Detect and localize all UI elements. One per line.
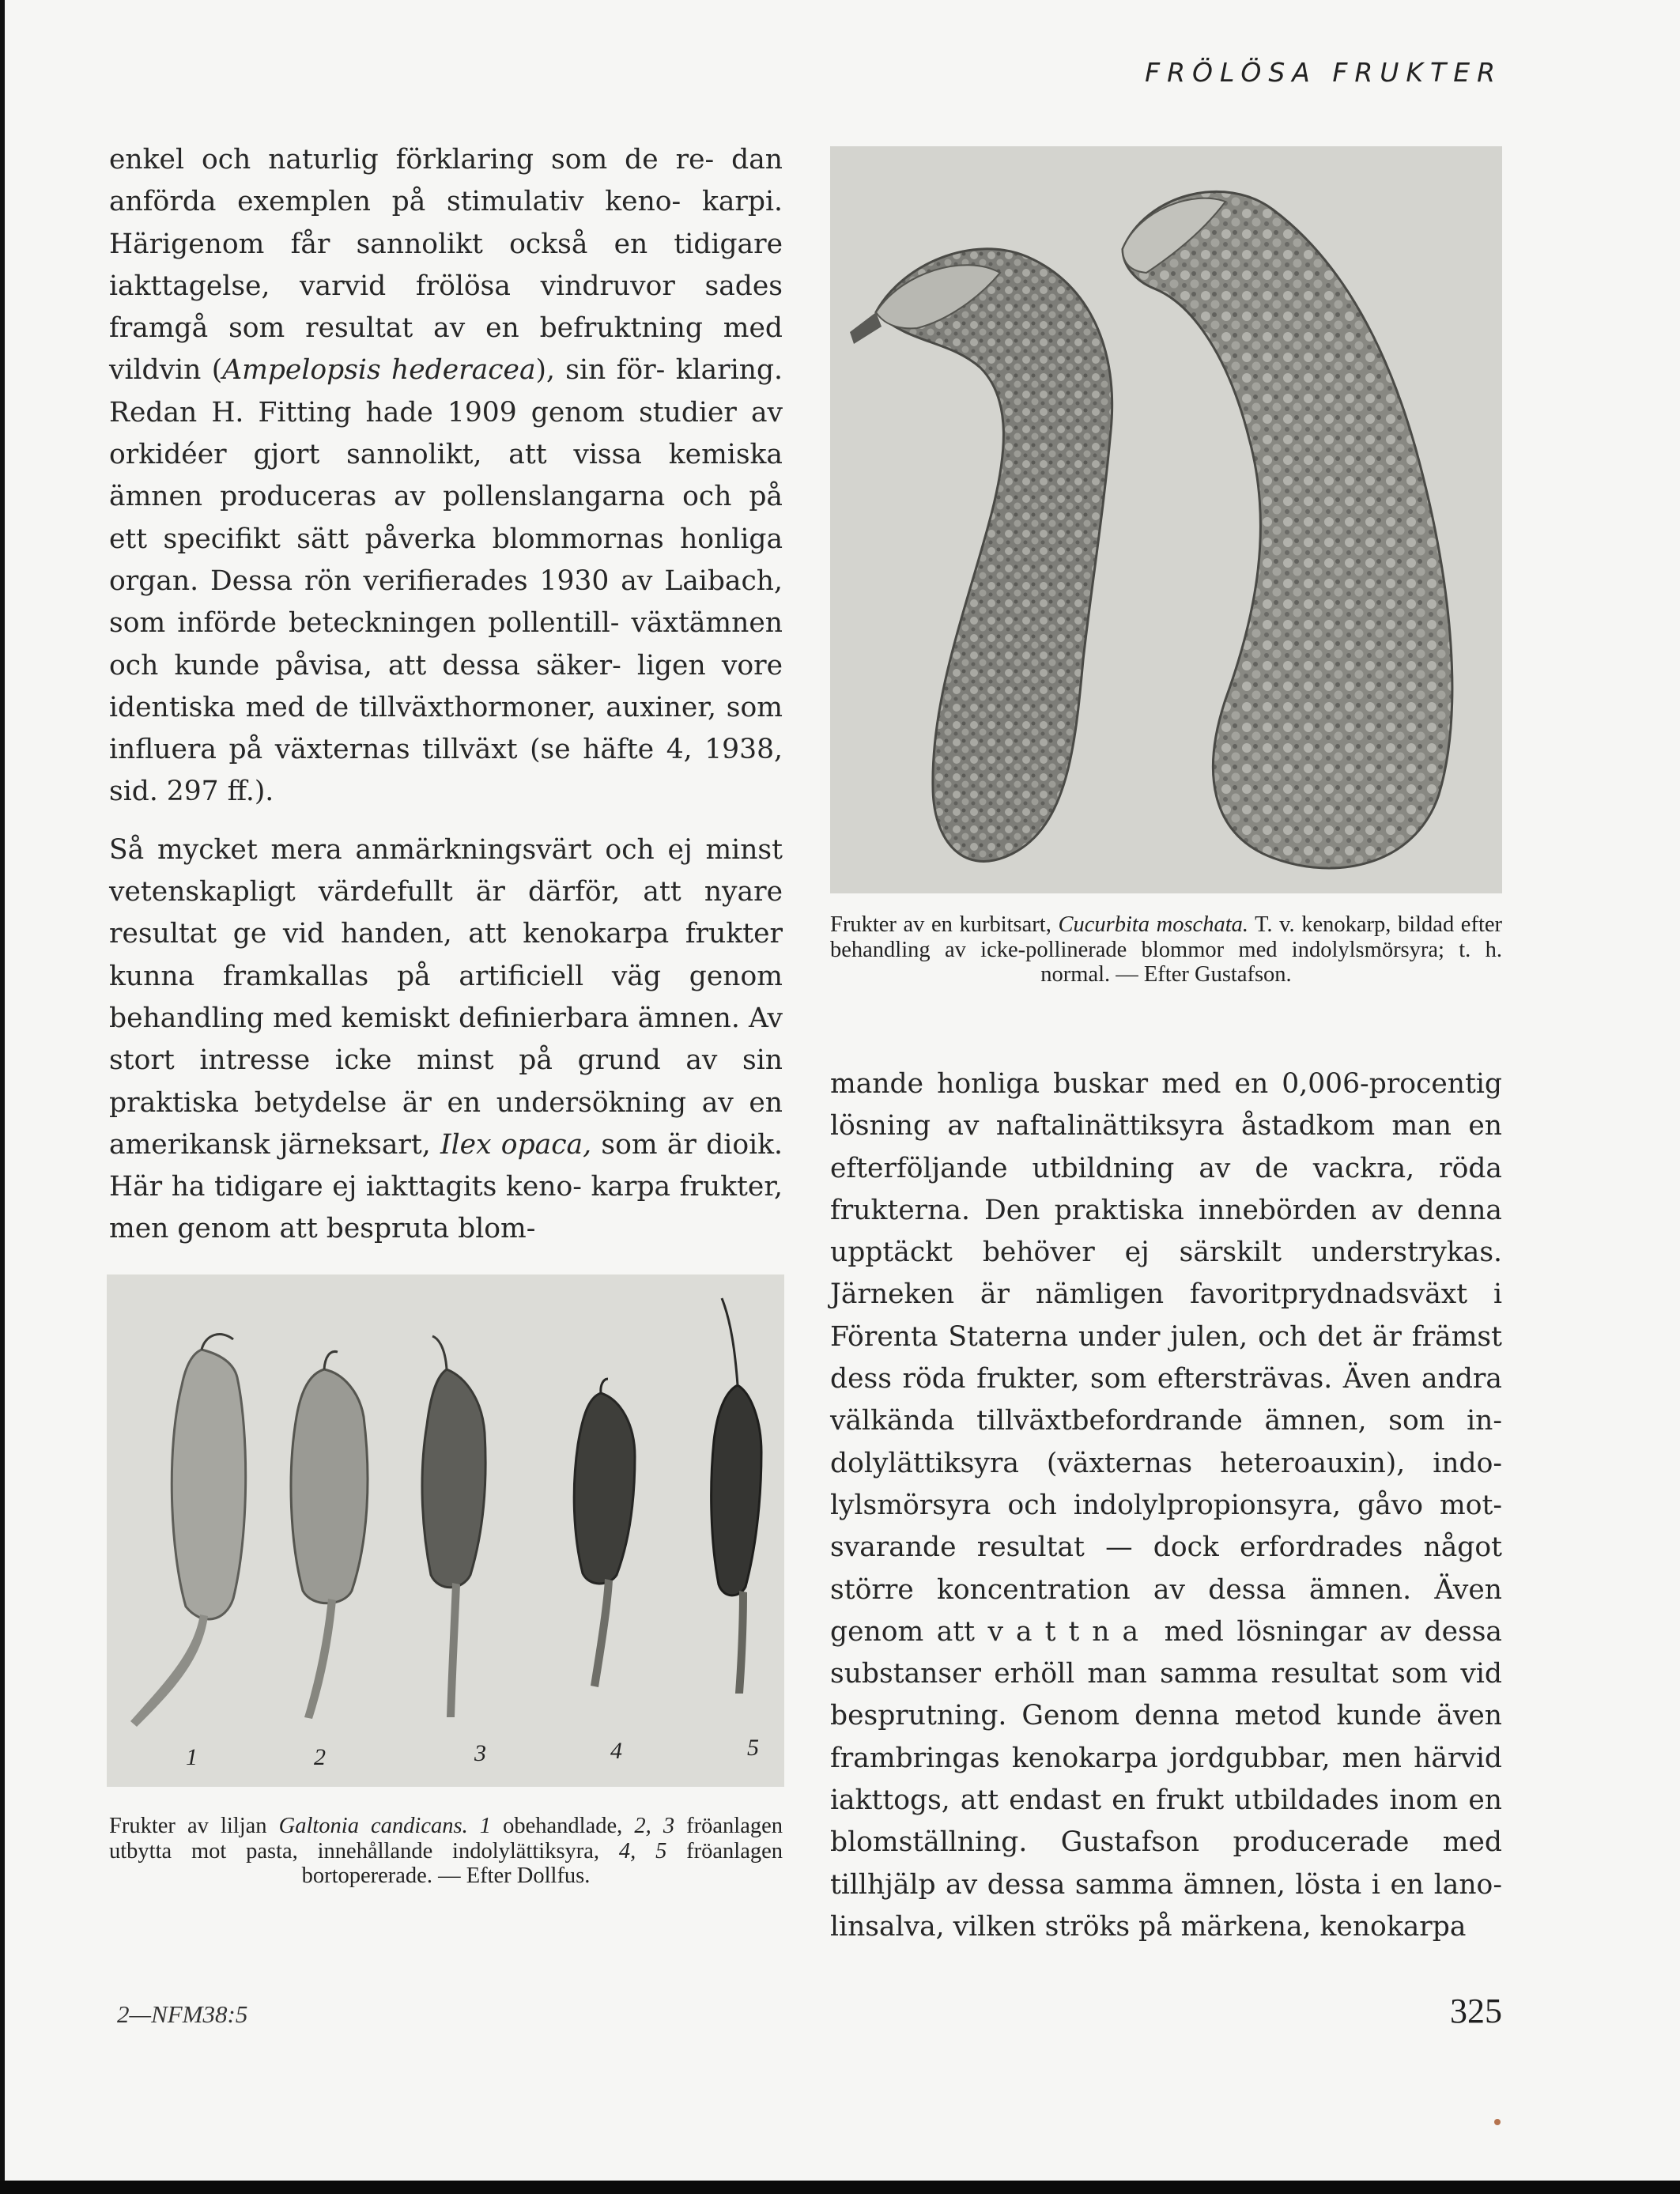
text-line: upptäckt behöver ej särskilt understrykas. bbox=[830, 1237, 1502, 1269]
text-line: och på ett specifikt sätt påverka blommornas bbox=[109, 481, 783, 555]
text-line: häfte 4, 1938, sid. 297 ff.). bbox=[109, 734, 783, 808]
text-line: med vildvin ( bbox=[109, 312, 783, 387]
text-line: studier av orkidéer gjort sannolikt, att vissa bbox=[109, 396, 783, 471]
lily-caption bbox=[109, 1814, 783, 1889]
left-column bbox=[109, 139, 783, 1251]
ink-spot bbox=[1494, 2119, 1501, 2125]
text-line: frukterna. Den praktiska innebörden av denna bbox=[830, 1194, 1502, 1226]
text-line: ämnen. Av stort intresse icke minst på grund bbox=[109, 1002, 783, 1077]
fruit-label: 4 bbox=[610, 1738, 622, 1764]
text-line: av sin praktiska betydelse är en undersökning bbox=[109, 1044, 783, 1119]
lily-illustration bbox=[107, 1274, 784, 1787]
paragraph-3 bbox=[830, 1063, 1502, 1948]
text-line: dan anförda exemplen på stimulativ keno- bbox=[109, 144, 783, 218]
fruit-label: 1 bbox=[186, 1744, 198, 1770]
text-line: en blomställning. Gustafson producerade med bbox=[830, 1784, 1502, 1859]
lily-fruits-photo bbox=[107, 1274, 784, 1787]
text-line: sades framgå som resultat av en befruktning bbox=[109, 270, 783, 345]
gourd-illustration bbox=[830, 146, 1502, 893]
caption-text: obehandlade, bbox=[491, 1814, 635, 1838]
caption-text: Frukter av liljan bbox=[109, 1814, 279, 1838]
text-line: lylsmörsyra och indolylpropionsyra, gåvo mot- bbox=[830, 1489, 1502, 1521]
text-line: enkel och naturlig förklaring som de re- bbox=[109, 144, 715, 176]
text-line: klaring. Redan H. Fitting hade 1909 genom bbox=[109, 354, 783, 429]
scan-bottom-edge bbox=[0, 2181, 1680, 2194]
text-line: mande honliga buskar med en 0,006-procentig bbox=[830, 1068, 1502, 1100]
text-line: frukter kunna framkallas på artificiell väg bbox=[109, 918, 783, 992]
text-line: av en amerikansk järneksart, bbox=[109, 1086, 783, 1161]
text-line: Laibach, som införde beteckningen pollentill- bbox=[109, 565, 783, 640]
scan-edge bbox=[0, 0, 5, 2181]
caption-number: 1 bbox=[479, 1814, 492, 1838]
caption-number: 4, 5 bbox=[618, 1838, 667, 1864]
text-line: genom behandling med kemiskt definierbara bbox=[109, 960, 783, 1034]
text-line: svarande resultat — dock erfordrades något bbox=[830, 1531, 1502, 1564]
caption-text bbox=[468, 1814, 480, 1838]
gourd-photo bbox=[830, 146, 1502, 893]
text-line: substanser erhöll man samma resultat som vid bbox=[830, 1658, 1502, 1690]
text-line: Förenta Staterna under julen, och det är främst bbox=[830, 1320, 1502, 1353]
right-column bbox=[830, 1063, 1502, 1948]
fruit-label: 2 bbox=[314, 1744, 326, 1770]
caption-text: fröanlagen utbytta mot pasta, innehållande indolylättiksyra, bbox=[109, 1814, 783, 1864]
page-number: 325 bbox=[1450, 1992, 1502, 2030]
text-line: som bbox=[591, 1128, 658, 1161]
text-line: karpi. Härigenom får sannolikt också en bbox=[109, 186, 783, 260]
text-line: tidigare iakttagelse, varvid frölösa vindruvor bbox=[109, 228, 783, 302]
signature-mark: 2—NFM38:5 bbox=[117, 2000, 248, 2028]
paragraph-2 bbox=[109, 829, 783, 1251]
text-line: växtämnen och kunde påvisa, att dessa säker- bbox=[109, 607, 783, 682]
paragraph-1 bbox=[109, 139, 783, 814]
spaced-word: vattna bbox=[987, 1615, 1152, 1648]
text-line: kemiska ämnen produceras av pollenslangarna bbox=[109, 439, 783, 513]
text-line: auxiner, som influera på växternas tillväxt (se bbox=[109, 691, 783, 766]
text-line: nyare resultat ge vid handen, att kenokarpa bbox=[109, 876, 783, 950]
species-name: Ilex opaca, bbox=[440, 1128, 592, 1161]
running-title: FRÖLÖSA FRUKTER bbox=[1145, 57, 1502, 88]
text-line: ligen vore identiska med de tillväxthormoner, bbox=[109, 649, 783, 723]
text-line: karpa frukter, men genom att bespruta blom- bbox=[109, 1171, 783, 1245]
text-line: med lösningar av dessa bbox=[1151, 1615, 1502, 1648]
text-line: Så mycket mera anmärkningsvärt och ej bbox=[109, 833, 693, 866]
text-line: större koncentration av dessa ämnen. Även bbox=[830, 1573, 1502, 1606]
text-line: välkända tillväxtbefordrande ämnen, som in- bbox=[830, 1405, 1502, 1437]
gourd-caption bbox=[830, 912, 1502, 987]
text-line: besprutning. Genom denna metod kunde även bbox=[830, 1700, 1502, 1732]
text-line: linsalva, vilken ströks på märkena, kenokarpa bbox=[830, 1910, 1467, 1943]
text-line: Järneken är nämligen favoritprydnadsväxt i bbox=[830, 1278, 1502, 1311]
text-line: är dioik. Här ha tidigare ej iakttagits keno- bbox=[109, 1128, 783, 1203]
text-line: efterföljande utbildning av de vackra, röda bbox=[830, 1152, 1502, 1184]
caption-text: T. v. kenokarp, bildad efter behandling av icke-pollinerade blommor med indolylsmörsyra; t. h. normal. — Efter Gustafson. bbox=[830, 912, 1503, 987]
text-line: honliga organ. Dessa rön verifierades 1930 av bbox=[109, 523, 783, 597]
caption-text: Frukter av en kurbitsart, bbox=[830, 912, 1059, 937]
fruit-label: 5 bbox=[747, 1735, 759, 1761]
text-line: lösning av naftalinättiksyra åstadkom man en bbox=[830, 1110, 1502, 1142]
text-line: frambringas kenokarpa jordgubbar, men härvid bbox=[830, 1742, 1502, 1774]
text-line: dolylättiksyra (växternas heteroauxin), indo- bbox=[830, 1447, 1502, 1479]
text-line: tillhjälp av dessa samma ämnen, lösta i en lano- bbox=[830, 1868, 1502, 1901]
caption-number: 2, 3 bbox=[634, 1814, 675, 1838]
text-line: dess röda frukter, som eftersträvas. Även andra bbox=[830, 1363, 1502, 1395]
caption-text: fröanlagen bortopererade. — Efter Dollfus. bbox=[301, 1838, 783, 1888]
text-line: genom att bbox=[830, 1615, 988, 1648]
fruit-label: 3 bbox=[474, 1740, 486, 1766]
species-name: Ampelopsis hederacea bbox=[222, 354, 536, 387]
text-line: ), sin för- bbox=[535, 354, 666, 387]
caption-species: Cucurbita moschata. bbox=[1058, 912, 1248, 937]
text-line: iakttogs, att endast en frukt utbildades inom bbox=[830, 1784, 1459, 1817]
caption-species: Galtonia candicans. bbox=[278, 1814, 468, 1838]
text-line: minst vetenskapligt värdefullt är därför, att bbox=[109, 833, 783, 908]
